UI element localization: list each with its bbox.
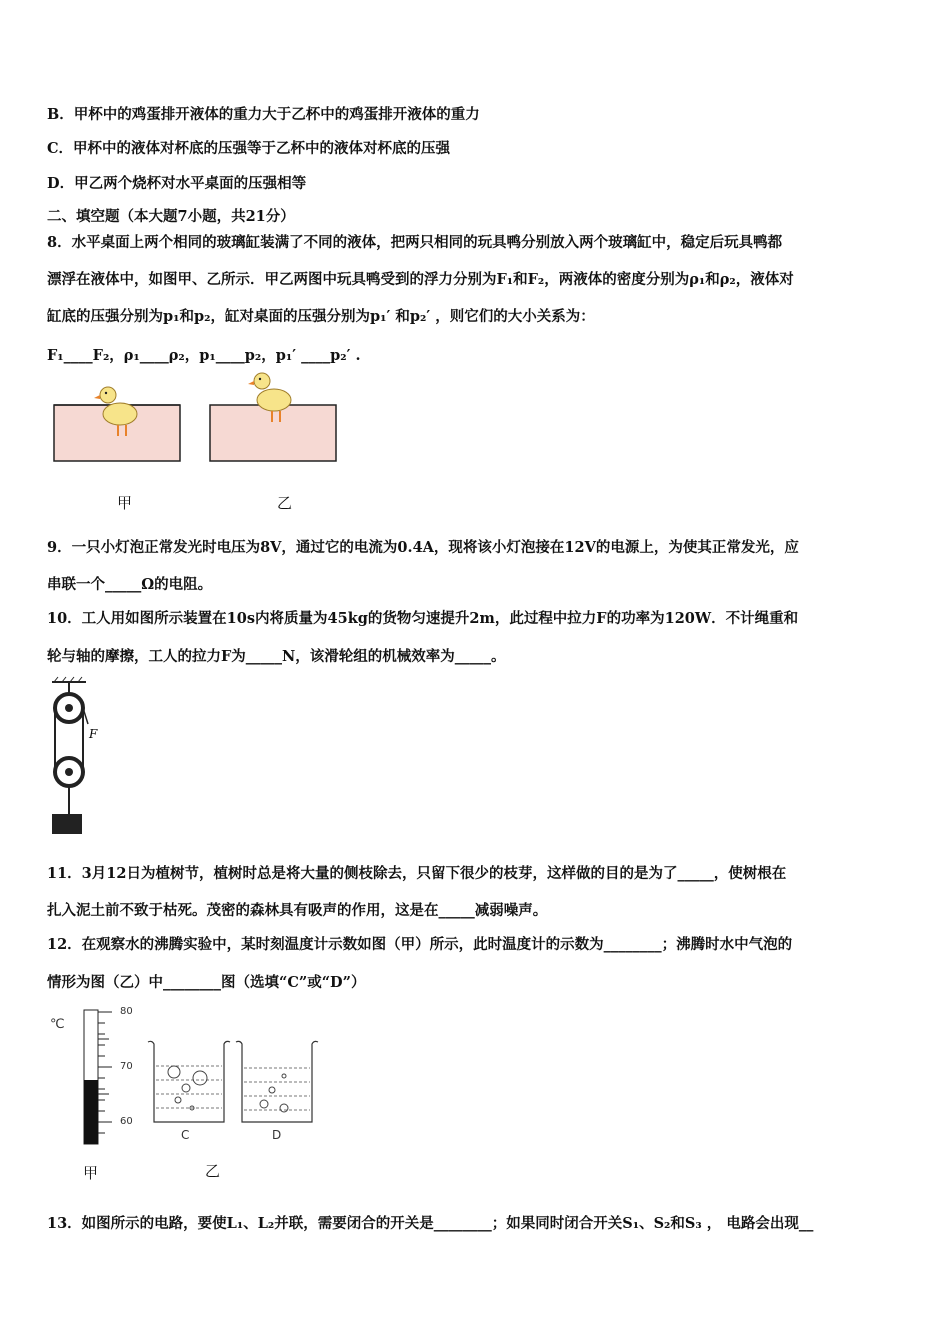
thermo-tick-80: 80 — [120, 1006, 133, 1017]
q10-line-2: 轮与轴的摩擦，工人的拉力F为_____N，该滑轮组的机械效率为_____。 — [47, 648, 506, 665]
option-c: C．甲杯中的液体对杯底的压强等于乙杯中的液体对杯底的压强 — [47, 140, 451, 157]
option-d: D．甲乙两个烧杯对水平桌面的压强相等 — [47, 175, 307, 192]
q8-line-1: 8．水平桌面上两个相同的玻璃缸装满了不同的液体，把两只相同的玩具鸭分别放入两个玻璃缸中，稳定后玩具鸭都 — [47, 234, 783, 251]
option-b: B．甲杯中的鸡蛋排开液体的重力大于乙杯中的鸡蛋排开液体的重力 — [47, 106, 480, 123]
q8-line-2: 漂浮在液体中，如图甲、乙所示．甲乙两图中玩具鸭受到的浮力分别为F₁和F₂，两液体的密度分别为ρ₁和ρ₂，液体对 — [47, 271, 794, 288]
q11-line-2: 扎入泥土前不致于枯死。茂密的森林具有吸声的作用，这是在_____减弱噪声。 — [47, 902, 548, 919]
beaker-caption: 乙 — [205, 1162, 221, 1180]
q12-line-2: 情形为图（乙）中________图（选填“C”或“D”） — [47, 974, 366, 991]
beaker-label-c: C — [181, 1128, 190, 1142]
thermo-caption: 甲 — [83, 1164, 99, 1182]
force-label: F — [89, 727, 98, 741]
pulley-figure — [44, 676, 114, 838]
beakers-figure — [144, 1036, 324, 1126]
beaker-label-d: D — [272, 1128, 282, 1142]
section-heading: 二、填空题（本大题7小题，共21分） — [47, 208, 295, 225]
q10-line-1: 10．工人用如图所示装置在10s内将质量为45kg的货物匀速提升2m，此过程中拉力F的功率为120W．不计绳重和 — [47, 610, 799, 627]
beaker-d — [236, 1041, 318, 1122]
duck-tanks-figure — [48, 370, 348, 470]
q11-line-1: 11．3月12日为植树节，植树时总是将大量的侧枝除去，只留下很少的枝芽，这样做的目的是为了_____，使树根在 — [47, 865, 787, 882]
duck-caption-yi: 乙 — [277, 494, 293, 512]
thermo-unit: ℃ — [50, 1017, 65, 1032]
q9-line-1: 9．一只小灯泡正常发光时电压为8V，通过它的电流为0.4A，现将该小灯泡接在12V的电源上，为使其正常发光，应 — [47, 539, 799, 556]
q9-line-2: 串联一个_____Ω的电阻。 — [47, 576, 213, 593]
q12-line-1: 12．在观察水的沸腾实验中，某时刻温度计示数如图（甲）所示，此时温度计的示数为________；沸腾时水中气泡的 — [47, 936, 793, 953]
thermo-tick-60: 60 — [120, 1116, 133, 1127]
duck-caption-jia: 甲 — [117, 494, 133, 512]
q8-answer-line: F₁____F₂，ρ₁____ρ₂，p₁____p₂，p₁′ ____p₂′ . — [47, 347, 361, 364]
q13-line-1: 13．如图所示的电路，要使L₁、L₂并联，需要闭合的开关是________；如果同时闭合开关S₁、S₂和S₃ ， 电路会出现__ — [47, 1215, 814, 1232]
thermometer-figure — [72, 1006, 122, 1146]
thermo-tick-70: 70 — [120, 1061, 133, 1072]
beaker-c — [148, 1041, 230, 1122]
q8-line-3: 缸底的压强分别为p₁和p₂，缸对桌面的压强分别为p₁′ 和p₂′ ，则它们的大小关系为： — [47, 308, 595, 325]
